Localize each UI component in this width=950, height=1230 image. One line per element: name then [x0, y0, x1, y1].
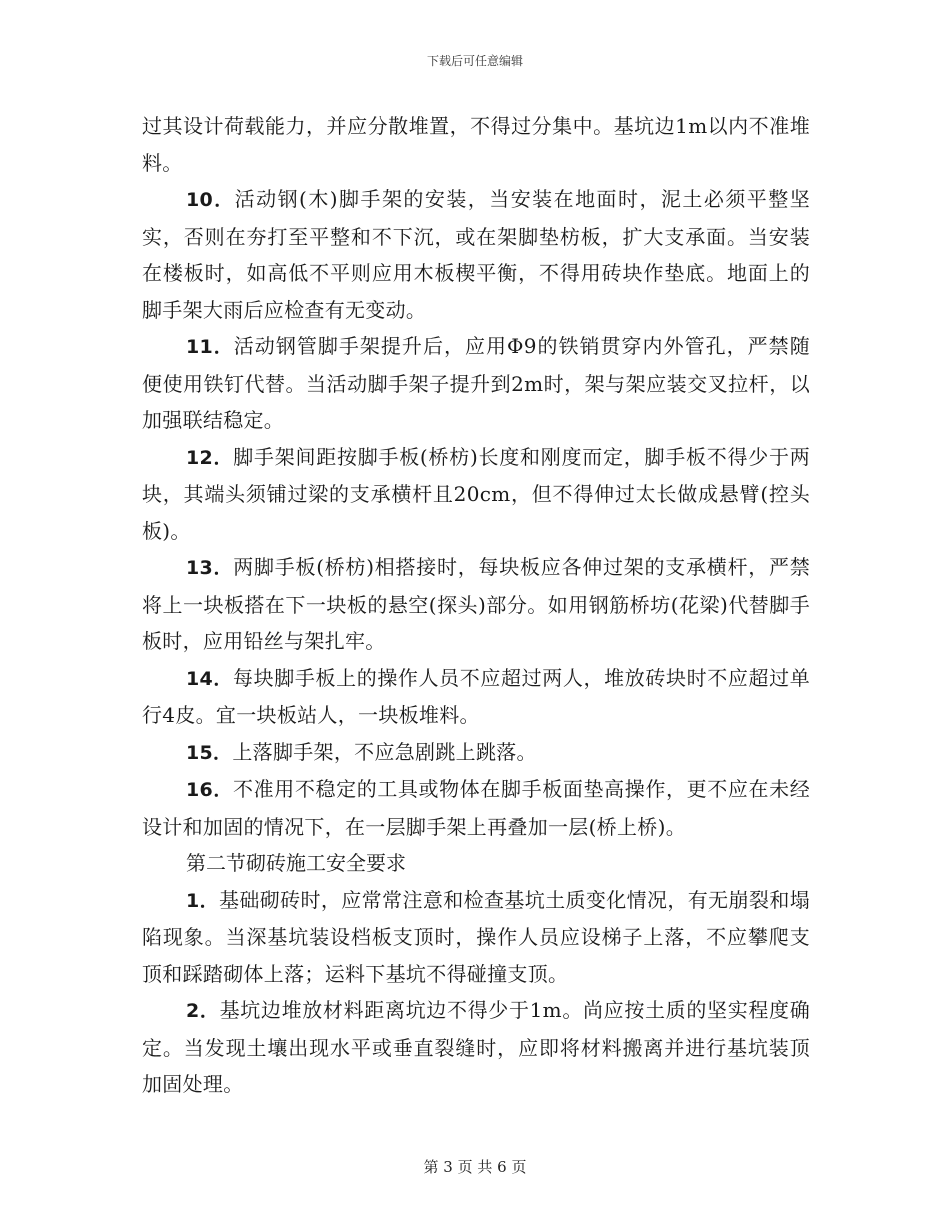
item-number: 11． — [186, 336, 234, 358]
paragraph-item-15 — [142, 734, 810, 772]
paragraph-item-11 — [142, 328, 810, 439]
paragraph-text: 上落脚手架，不应急剧跳上跳落。 — [232, 739, 537, 764]
item-number: 15． — [186, 741, 233, 764]
paragraph-text: 基坑边堆放材料距离坑边不得少于1m。尚应按土质的坚实程度确定。当发现土壤出现水平或垂直裂缝时，应即将材料搬离并进行基坑装顶加固处理。 — [142, 998, 811, 1096]
paragraph-item-13 — [142, 549, 810, 660]
item-number: 1． — [186, 889, 219, 912]
paragraph-item-14 — [142, 660, 810, 734]
paragraph-item-12 — [142, 439, 810, 550]
page-footer: 第 3 页 共 6 页 — [423, 1158, 527, 1176]
section-paragraph-1 — [142, 882, 810, 993]
item-number: 10． — [186, 189, 235, 211]
paragraph-text: 活动钢(木)脚手架的安装，当安装在地面时，泥土必须平整坚实，否则在夯打至平整和不下沉，或在架脚垫枋板，扩大支承面。当安装在楼板时，如高低不平则应用木板楔平衡，不得用砖块作垫底。地面上的脚手架大雨后应检查有无变动。 — [142, 187, 810, 322]
section-title: 第二节砌砖施工安全要求 — [186, 851, 406, 875]
page-header: 下载后可任意编辑 — [426, 54, 523, 68]
section-paragraph-2 — [142, 992, 810, 1103]
item-number: 12． — [186, 446, 234, 469]
paragraph-text: 每块脚手板上的操作人员不应超过两人，堆放砖块时不应超过单行4皮。宜一块板站人，一块板堆料。 — [142, 665, 810, 727]
paragraph-text: 不准用不稳定的工具或物体在脚手板面垫高操作，更不应在未经设计和加固的情况下，在一层脚手架上再叠加一层(桥上桥)。 — [142, 777, 810, 839]
paragraph-text: 过其设计荷载能力，并应分散堆置，不得过分集中。基坑边1m以内不准堆料。 — [142, 114, 810, 175]
paragraph-text: 活动钢管脚手架提升后，应用Φ9的铁销贯穿内外管孔，严禁随便使用铁钉代替。当活动脚手架子提升到2m时，架与架应装交叉拉杆，以加强联结稳定。 — [142, 334, 810, 432]
item-number: 16． — [186, 779, 233, 801]
paragraph-item-10 — [142, 181, 810, 328]
paragraph-text: 基础砌砖时，应常常注意和检查基坑土质变化情况，有无崩裂和塌陷现象。当深基坑装设档板支顶时，操作人员应设梯子上落，不应攀爬支顶和踩踏砌体上落；运料下基坑不得碰撞支顶。 — [142, 887, 811, 986]
paragraph-item-16 — [142, 771, 810, 845]
document-body — [142, 108, 810, 1103]
paragraph-continued — [142, 108, 810, 181]
item-number: 2． — [186, 1000, 220, 1022]
item-number: 13． — [186, 557, 234, 579]
paragraph-text: 两脚手板(桥枋)相搭接时，每块板应各伸过架的支承横杆，严禁将上一块板搭在下一块板的悬空(探头)部分。如用钢筋桥坊(花梁)代替脚手板时，应用铅丝与架扎牢。 — [142, 555, 810, 653]
paragraph-text: 脚手架间距按脚手板(桥枋)长度和刚度而定，脚手板不得少于两块，其端头须铺过梁的支承横杆且20cm，但不得伸过太长做成悬臂(控头板)。 — [142, 444, 810, 543]
item-number: 14． — [186, 667, 233, 690]
